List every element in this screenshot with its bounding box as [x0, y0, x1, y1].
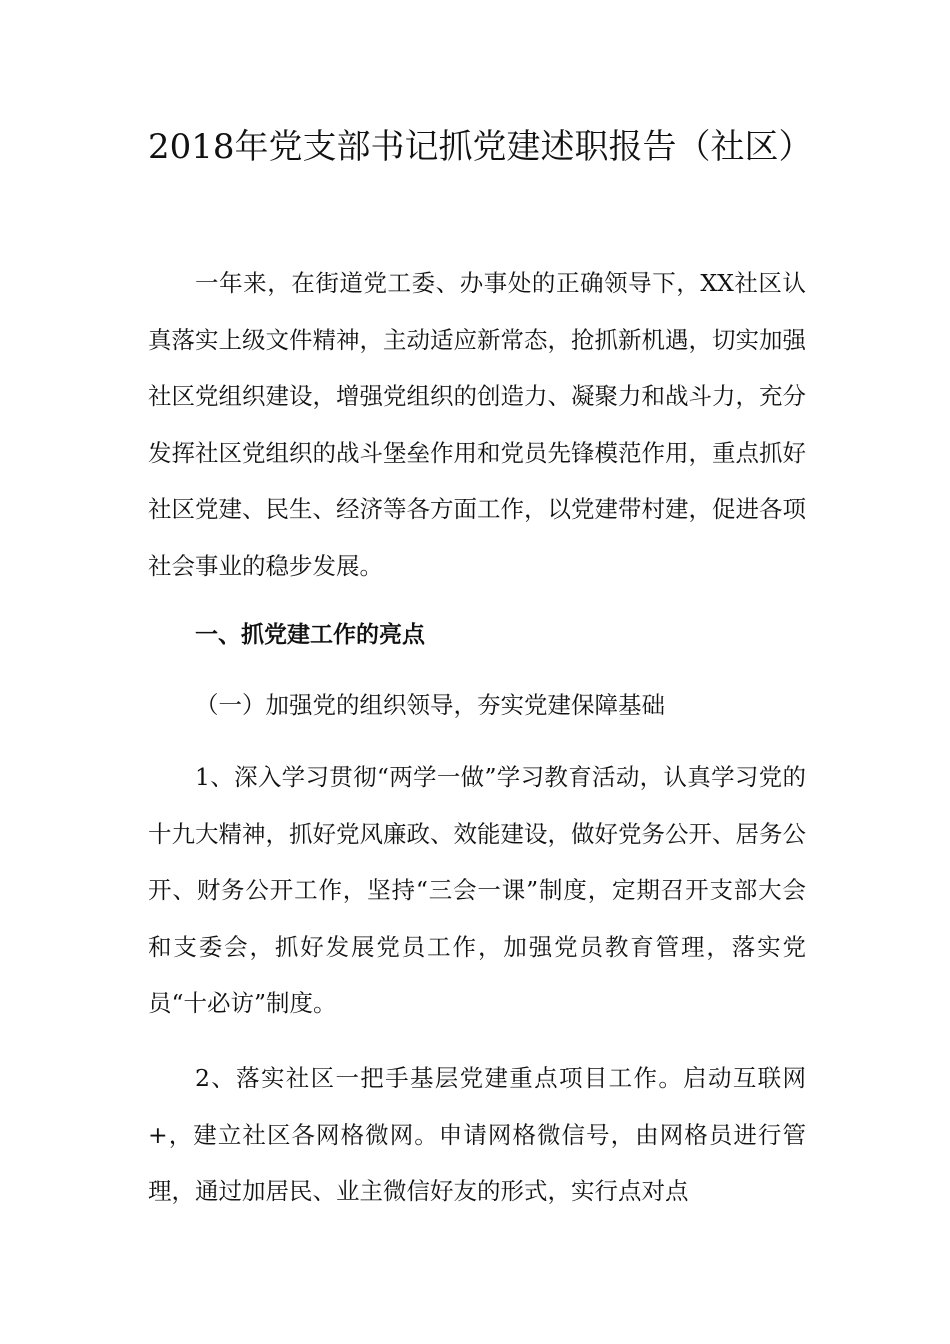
item-1-paragraph: 1、深入学习贯彻“两学一做”学习教育活动，认真学习党的十九大精神，抓好党风廉政、效能建设，做好党务公开、居务公开、财务公开工作，坚持“三会一课”制度，定期召开支部大会和支委会，抓好发展党员工作，加强党员教育管理，落实党员“十必访”制度。 — [148, 763, 806, 1017]
section-heading: 一、抓党建工作的亮点 — [195, 622, 425, 648]
document-title: 2018年党支部书记抓党建述职报告（社区） — [148, 127, 813, 167]
item-2-paragraph: 2、落实社区一把手基层党建重点项目工作。启动互联网+，建立社区各网格微网。申请网格微信号，由网格员进行管理，通过加居民、业主微信好友的形式，实行点对点 — [148, 1064, 806, 1205]
subsection-heading: （一）加强党的组织领导，夯实党建保障基础 — [195, 691, 665, 719]
intro-paragraph: 一年来，在街道党工委、办事处的正确领导下，XX社区认真落实上级文件精神，主动适应新常态，抢抓新机遇，切实加强社区党组织建设，增强党组织的创造力、凝聚力和战斗力，充分发挥社区党组织的战斗堡垒作用和党员先锋模范作用，重点抓好社区党建、民生、经济等各方面工作，以党建带村建，促进各项社会事业的稳步发展。 — [148, 269, 806, 580]
